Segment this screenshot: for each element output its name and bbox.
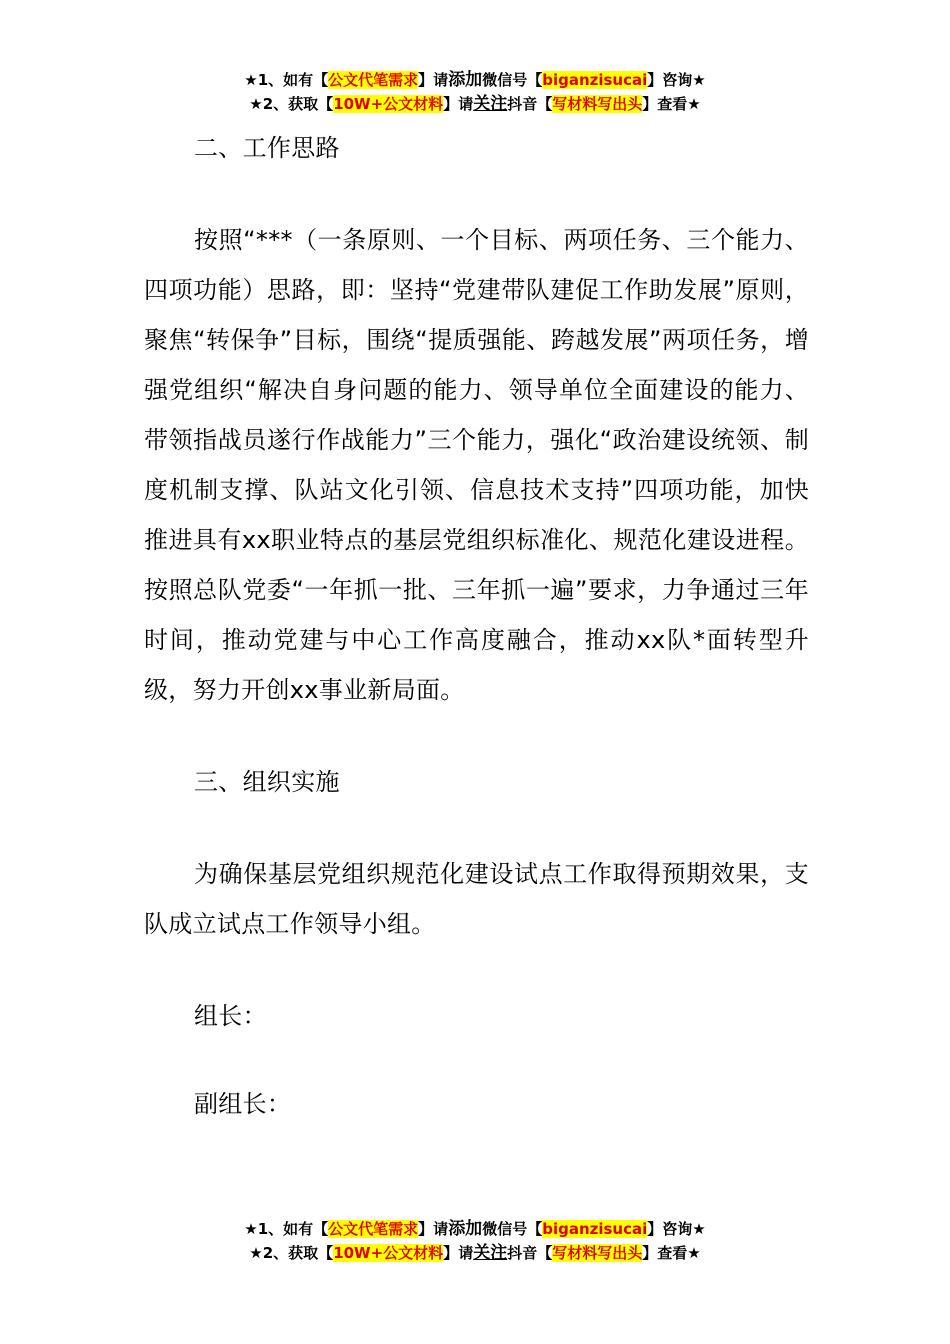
paragraph-organization: 为确保基层党组织规范化建设试点工作取得预期效果，支队成立试点工作领导小组。: [144, 860, 809, 938]
banner-text: 抖音【: [507, 1244, 553, 1262]
banner-text: 】查看★: [642, 95, 701, 113]
banner-emphasis: 添加: [448, 70, 483, 90]
banner-text: ★1、如有【: [244, 71, 329, 89]
banner-emphasis: 添加: [448, 1219, 483, 1239]
document-body: [144, 123, 809, 1129]
banner-text: ★2、获取【: [249, 95, 334, 113]
banner-text: 】请: [443, 95, 474, 113]
banner-line-1: [0, 1217, 950, 1241]
banner-highlight: 10W+公文材料: [333, 1244, 444, 1262]
banner-text: 抖音【: [507, 95, 553, 113]
banner-text: 】请: [418, 71, 449, 89]
banner-highlight: 公文代笔需求: [328, 71, 419, 89]
banner-text: 】咨询★: [647, 71, 706, 89]
footer-banner: [0, 1217, 950, 1265]
banner-text: 】查看★: [642, 1244, 701, 1262]
banner-highlight: 写材料写出头: [552, 95, 643, 113]
group-leader-line: 组长：: [194, 1002, 267, 1030]
banner-text: 】请: [443, 1244, 474, 1262]
banner-text: 微信号【: [482, 71, 543, 89]
banner-emphasis: 关注: [473, 94, 508, 114]
banner-line-2: [0, 92, 950, 116]
section-heading-3: 三、组织实施: [194, 768, 340, 796]
paragraph-work-approach: 按照“***（一条原则、一个目标、两项任务、三个能力、四项功能）思路，即：坚持“党建带队建促工作助发展”原则，聚焦“转保争”目标，围绕“提质强能、跨越发展”两项任务，增强党组织“解决自身问题的能力、领导单位全面建设的能力、带领指战员遂行作战能力”三个能力，强化“政治建设统领、制度机制支撑、队站文化引领、信息技术支持”四项功能，加快推进具有xx职业特点的基层党组织标准化、规范化建设进程。按照总队党委“一年抓一批、三年抓一遍”要求，力争通过三年时间，推动党建与中心工作高度融合，推动xx队*面转型升级，努力开创xx事业新局面。: [144, 226, 810, 704]
banner-text: ★1、如有【: [244, 1220, 329, 1238]
banner-text: 微信号【: [482, 1220, 543, 1238]
banner-highlight: 写材料写出头: [552, 1244, 643, 1262]
banner-text: 】请: [418, 1220, 449, 1238]
banner-line-1: [0, 68, 950, 92]
banner-line-2: [0, 1241, 950, 1265]
banner-text: ★2、获取【: [249, 1244, 334, 1262]
banner-highlight: biganzisucai: [542, 1220, 648, 1238]
banner-highlight: biganzisucai: [542, 71, 648, 89]
banner-text: 】咨询★: [647, 1220, 706, 1238]
deputy-leader-line: 副组长：: [194, 1090, 292, 1118]
section-heading-2: 二、工作思路: [194, 134, 340, 162]
banner-highlight: 公文代笔需求: [328, 1220, 419, 1238]
header-banner: [0, 68, 950, 116]
banner-highlight: 10W+公文材料: [333, 95, 444, 113]
banner-emphasis: 关注: [473, 1243, 508, 1263]
